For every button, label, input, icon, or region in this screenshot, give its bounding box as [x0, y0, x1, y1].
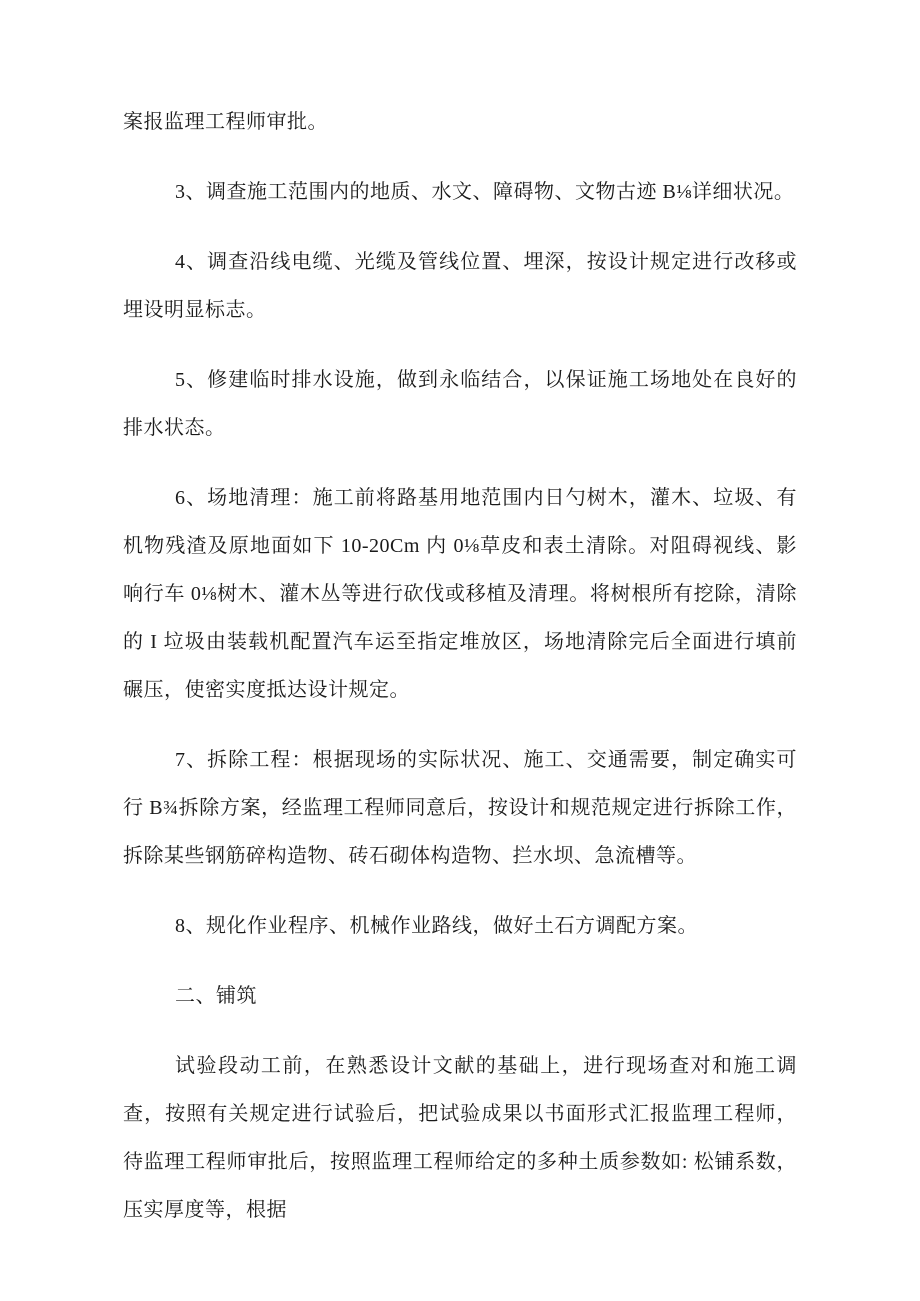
paragraph-item-4: 4、调查沿线电缆、光缆及管线位置、埋深，按设计规定进行改移或埋设明显标志。: [123, 251, 797, 321]
paragraph-item-5: 5、修建临时排水设施，做到永临结合，以保证施工场地处在良好的排水状态。: [123, 369, 797, 439]
paragraph-item-3: 3、调查施工范围内的地质、水文、障碍物、文物古迹 B⅛详细状况。: [175, 181, 795, 203]
section-heading-paving: 二、铺筑: [175, 985, 257, 1007]
paragraph-item-8: 8、规化作业程序、机械作业路线，做好土石方调配方案。: [175, 915, 698, 937]
paragraph-trial-section: 试验段动工前，在熟悉设计文献的基础上，进行现场查对和施工调查，按照有关规定进行试验后，把试验成果以书面形式汇报监理工程师，待监理工程师审批后，按照监理工程师给定的多种土质参数如: 松铺系数，压实厚度等，根据: [123, 1055, 797, 1221]
paragraph-item-7: 7、拆除工程：根据现场的实际状况、施工、交通需要，制定确实可行 B¾拆除方案，经监理工程师同意后，按设计和规范规定进行拆除工作，拆除某些钢筋碎构造物、砖石砌体构造物、拦水坝、急流槽等。: [123, 749, 797, 867]
paragraph-continuation: 案报监理工程师审批。: [123, 111, 328, 133]
paragraph-item-6: 6、场地清理：施工前将路基用地范围内日勺树木，灌木、垃圾、有机物残渣及原地面如下 10-20Cm 内 0⅛草皮和表土清除。对阻碍视线、影响行车 0⅛树木、灌木丛等进行砍伐或移植及清理。将树根所有挖除，清除的 I 垃圾由装载机配置汽车运至指定堆放区，场地清除完后全面进行填前碾压，使密实度抵达设计规定。: [123, 487, 797, 701]
